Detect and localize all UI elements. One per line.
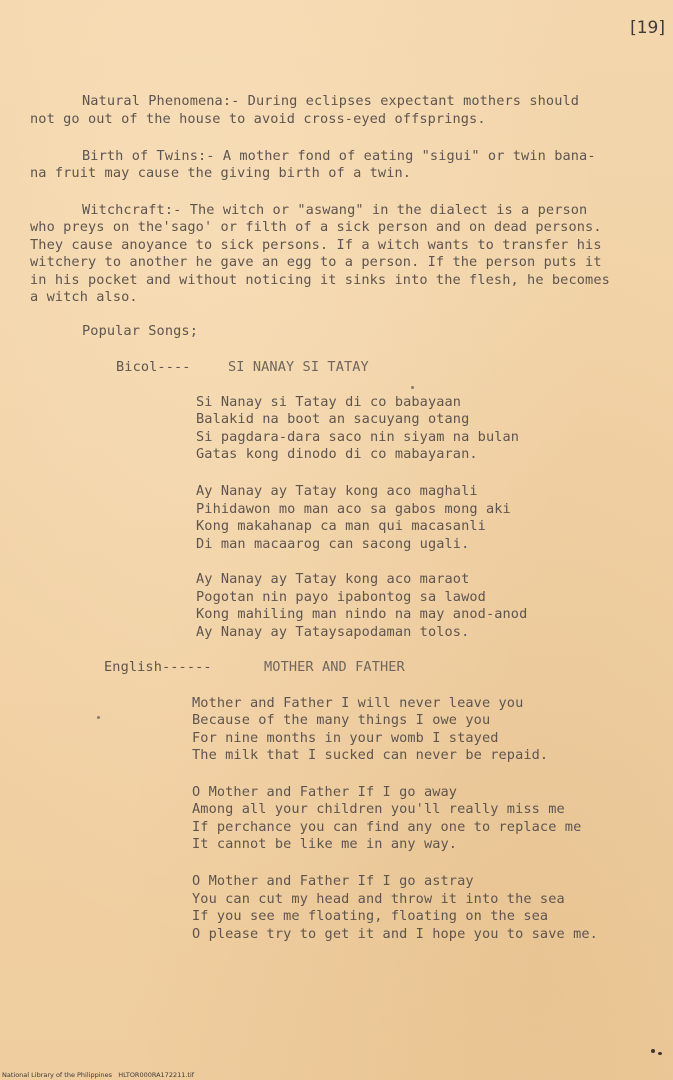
birth-of-twins-line-1: Birth of Twins:- A mother fond of eating "sigui" or twin bana-: [82, 148, 596, 164]
bicol-label: Bicol----: [116, 359, 191, 375]
bicol-stanza-1-line-4: Gatas kong dinodo di co mabayaran.: [196, 446, 478, 462]
scan-footer-text: National Library of the Philippines HLTOR000RA172211.tif: [2, 1071, 195, 1079]
witchcraft-line-4: witchery to another he gave an egg to a person. If the person puts it: [30, 254, 602, 270]
witchcraft-line-3: They cause anoyance to sick persons. If a witch wants to transfer his: [30, 237, 602, 253]
english-label: English------: [104, 659, 212, 675]
english-stanza-1-line-4: The milk that I sucked can never be repaid.: [192, 747, 549, 763]
english-stanza-3-line-3: If you see me floating, floating on the sea: [192, 908, 549, 924]
bicol-song-title: SI NANAY SI TATAY: [228, 359, 369, 375]
natural-phenomena-line-1: Natural Phenomena:- During eclipses expectant mothers should: [82, 93, 580, 109]
paper-speck: [651, 1049, 655, 1053]
english-stanza-1-line-3: For nine months in your womb I stayed: [192, 730, 499, 746]
english-stanza-3-line-4: O please try to get it and I hope you to save me.: [192, 926, 598, 942]
popular-songs-heading: Popular Songs;: [82, 323, 198, 339]
paper-speck: [97, 716, 100, 719]
bicol-stanza-3-line-2: Pogotan nin payo ipabontog sa lawod: [196, 589, 486, 605]
english-song-title: MOTHER AND FATHER: [264, 659, 405, 675]
bicol-stanza-2-line-4: Di man macaarog can sacong ugali.: [196, 536, 470, 552]
natural-phenomena-line-2: not go out of the house to avoid cross-eyed offsprings.: [30, 111, 486, 127]
english-stanza-1-line-2: Because of the many things I owe you: [192, 712, 491, 728]
witchcraft-line-1: Witchcraft:- The witch or "aswang" in the dialect is a person: [82, 202, 588, 218]
bicol-stanza-3-line-1: Ay Nanay ay Tatay kong aco maraot: [196, 571, 470, 587]
bicol-stanza-1-line-1: Si Nanay si Tatay di co babayaan: [196, 394, 462, 410]
birth-of-twins-line-2: na fruit may cause the giving birth of a twin.: [30, 165, 412, 181]
witchcraft-line-6: a witch also.: [30, 289, 138, 305]
english-stanza-2-line-2: Among all your children you'll really miss me: [192, 801, 565, 817]
bicol-stanza-3-line-3: Kong mahiling man nindo na may anod-anod: [196, 606, 528, 622]
witchcraft-line-5: in his pocket and without noticing it sinks into the flesh, he becomes: [30, 272, 610, 288]
page-number: [19]: [630, 18, 665, 38]
bicol-stanza-1-line-2: Balakid na boot an sacuyang otang: [196, 411, 470, 427]
english-stanza-2-line-4: It cannot be like me in any way.: [192, 836, 458, 852]
english-stanza-3-line-1: O Mother and Father If I go astray: [192, 873, 474, 889]
english-stanza-2-line-3: If perchance you can find any one to replace me: [192, 819, 582, 835]
paper-speck: [411, 386, 414, 389]
bicol-stanza-2-line-3: Kong makahanap ca man qui macasanli: [196, 518, 486, 534]
bicol-stanza-2-line-1: Ay Nanay ay Tatay kong aco maghali: [196, 483, 478, 499]
english-stanza-1-line-1: Mother and Father I will never leave you: [192, 695, 524, 711]
bicol-stanza-2-line-2: Pihidawon mo man aco sa gabos mong aki: [196, 501, 511, 517]
bicol-stanza-1-line-3: Si pagdara-dara saco nin siyam na bulan: [196, 429, 520, 445]
english-stanza-2-line-1: O Mother and Father If I go away: [192, 784, 458, 800]
english-stanza-3-line-2: You can cut my head and throw it into the sea: [192, 891, 565, 907]
witchcraft-line-2: who preys on the'sago' or filth of a sick person and on dead persons.: [30, 219, 602, 235]
paper-speck: [658, 1052, 662, 1055]
bicol-stanza-3-line-4: Ay Nanay ay Tataysapodaman tolos.: [196, 624, 470, 640]
